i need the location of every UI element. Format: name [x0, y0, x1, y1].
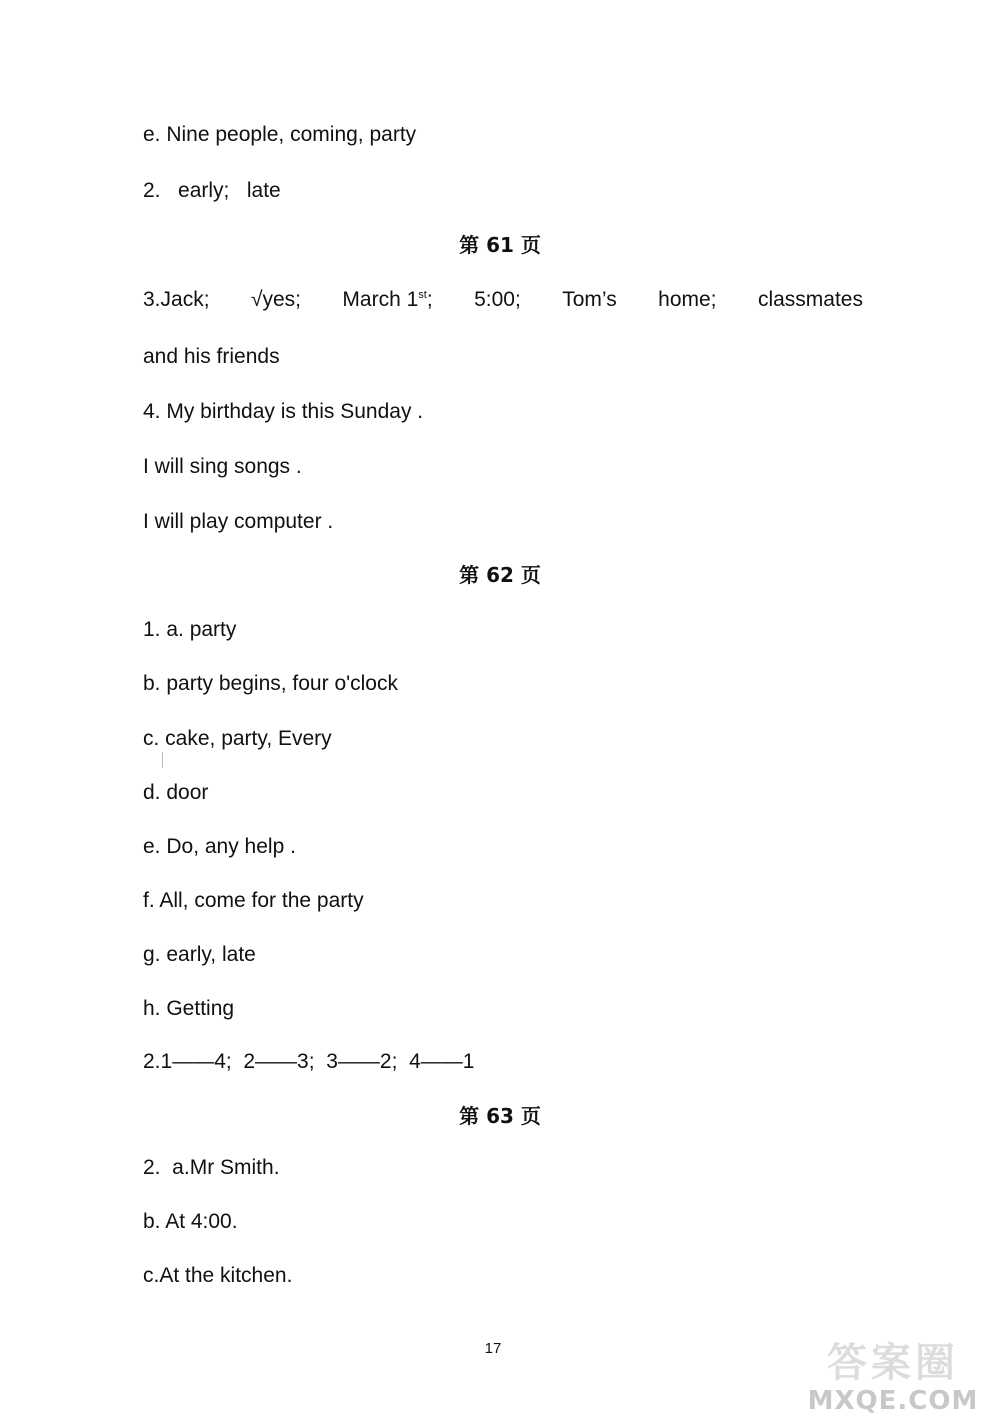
answer-line-8: 1. a. party: [143, 618, 237, 641]
row3-cell-date: [342, 287, 432, 313]
row3-cell-guests: classmates: [757, 288, 863, 311]
answer-line-11: d. door: [143, 781, 209, 804]
section-heading-page-61: 第 61 页: [459, 233, 541, 257]
answer-line-12: e. Do, any help .: [143, 835, 296, 858]
row3-date-suffix: st: [418, 289, 427, 301]
row3-cell-yes: √yes;: [250, 288, 301, 311]
answer-line-15: h. Getting: [143, 997, 235, 1020]
answer-line-13: f. All, come for the party: [143, 889, 364, 912]
answer-row-3: [143, 287, 863, 313]
answer-line-5: 4. My birthday is this Sunday .: [143, 400, 424, 423]
row3-date-semicolon: ;: [426, 288, 433, 311]
page-number: 17: [484, 1340, 502, 1357]
answer-line-2: 2. early; late: [143, 179, 281, 202]
watermark-bottom-text: MXQE.COM: [807, 1386, 979, 1416]
answer-line-4: and his friends: [143, 345, 280, 368]
row3-date-text: March 1: [342, 288, 419, 311]
answer-line-1: e. Nine people, coming, party: [143, 123, 417, 146]
answer-line-18: b. At 4:00.: [143, 1210, 238, 1233]
answer-line-14: g. early, late: [143, 943, 256, 966]
answer-line-9: b. party begins, four o'clock: [143, 672, 398, 695]
row3-cell-name: 3.Jack;: [143, 288, 210, 311]
section-heading-page-62: 第 62 页: [459, 563, 541, 587]
row3-cell-place: home;: [658, 288, 717, 311]
section-heading-page-63: 第 63 页: [459, 1104, 541, 1128]
pen-mark: [162, 752, 163, 768]
answer-line-19: c.At the kitchen.: [143, 1264, 293, 1287]
answer-line-7: I will play computer .: [143, 510, 334, 533]
watermark-top-text: 答案圈: [827, 1340, 959, 1386]
answer-line-16: 2.1——4; 2——3; 3——2; 4——1: [143, 1050, 475, 1073]
answer-line-6: I will sing songs .: [143, 455, 302, 478]
row3-cell-time: 5:00;: [474, 288, 521, 311]
answer-line-10: c. cake, party, Every: [143, 727, 332, 750]
watermark-logo: [798, 1340, 988, 1420]
answer-line-17: 2. a.Mr Smith.: [143, 1156, 280, 1179]
row3-cell-owner: Tom’s: [562, 288, 617, 311]
